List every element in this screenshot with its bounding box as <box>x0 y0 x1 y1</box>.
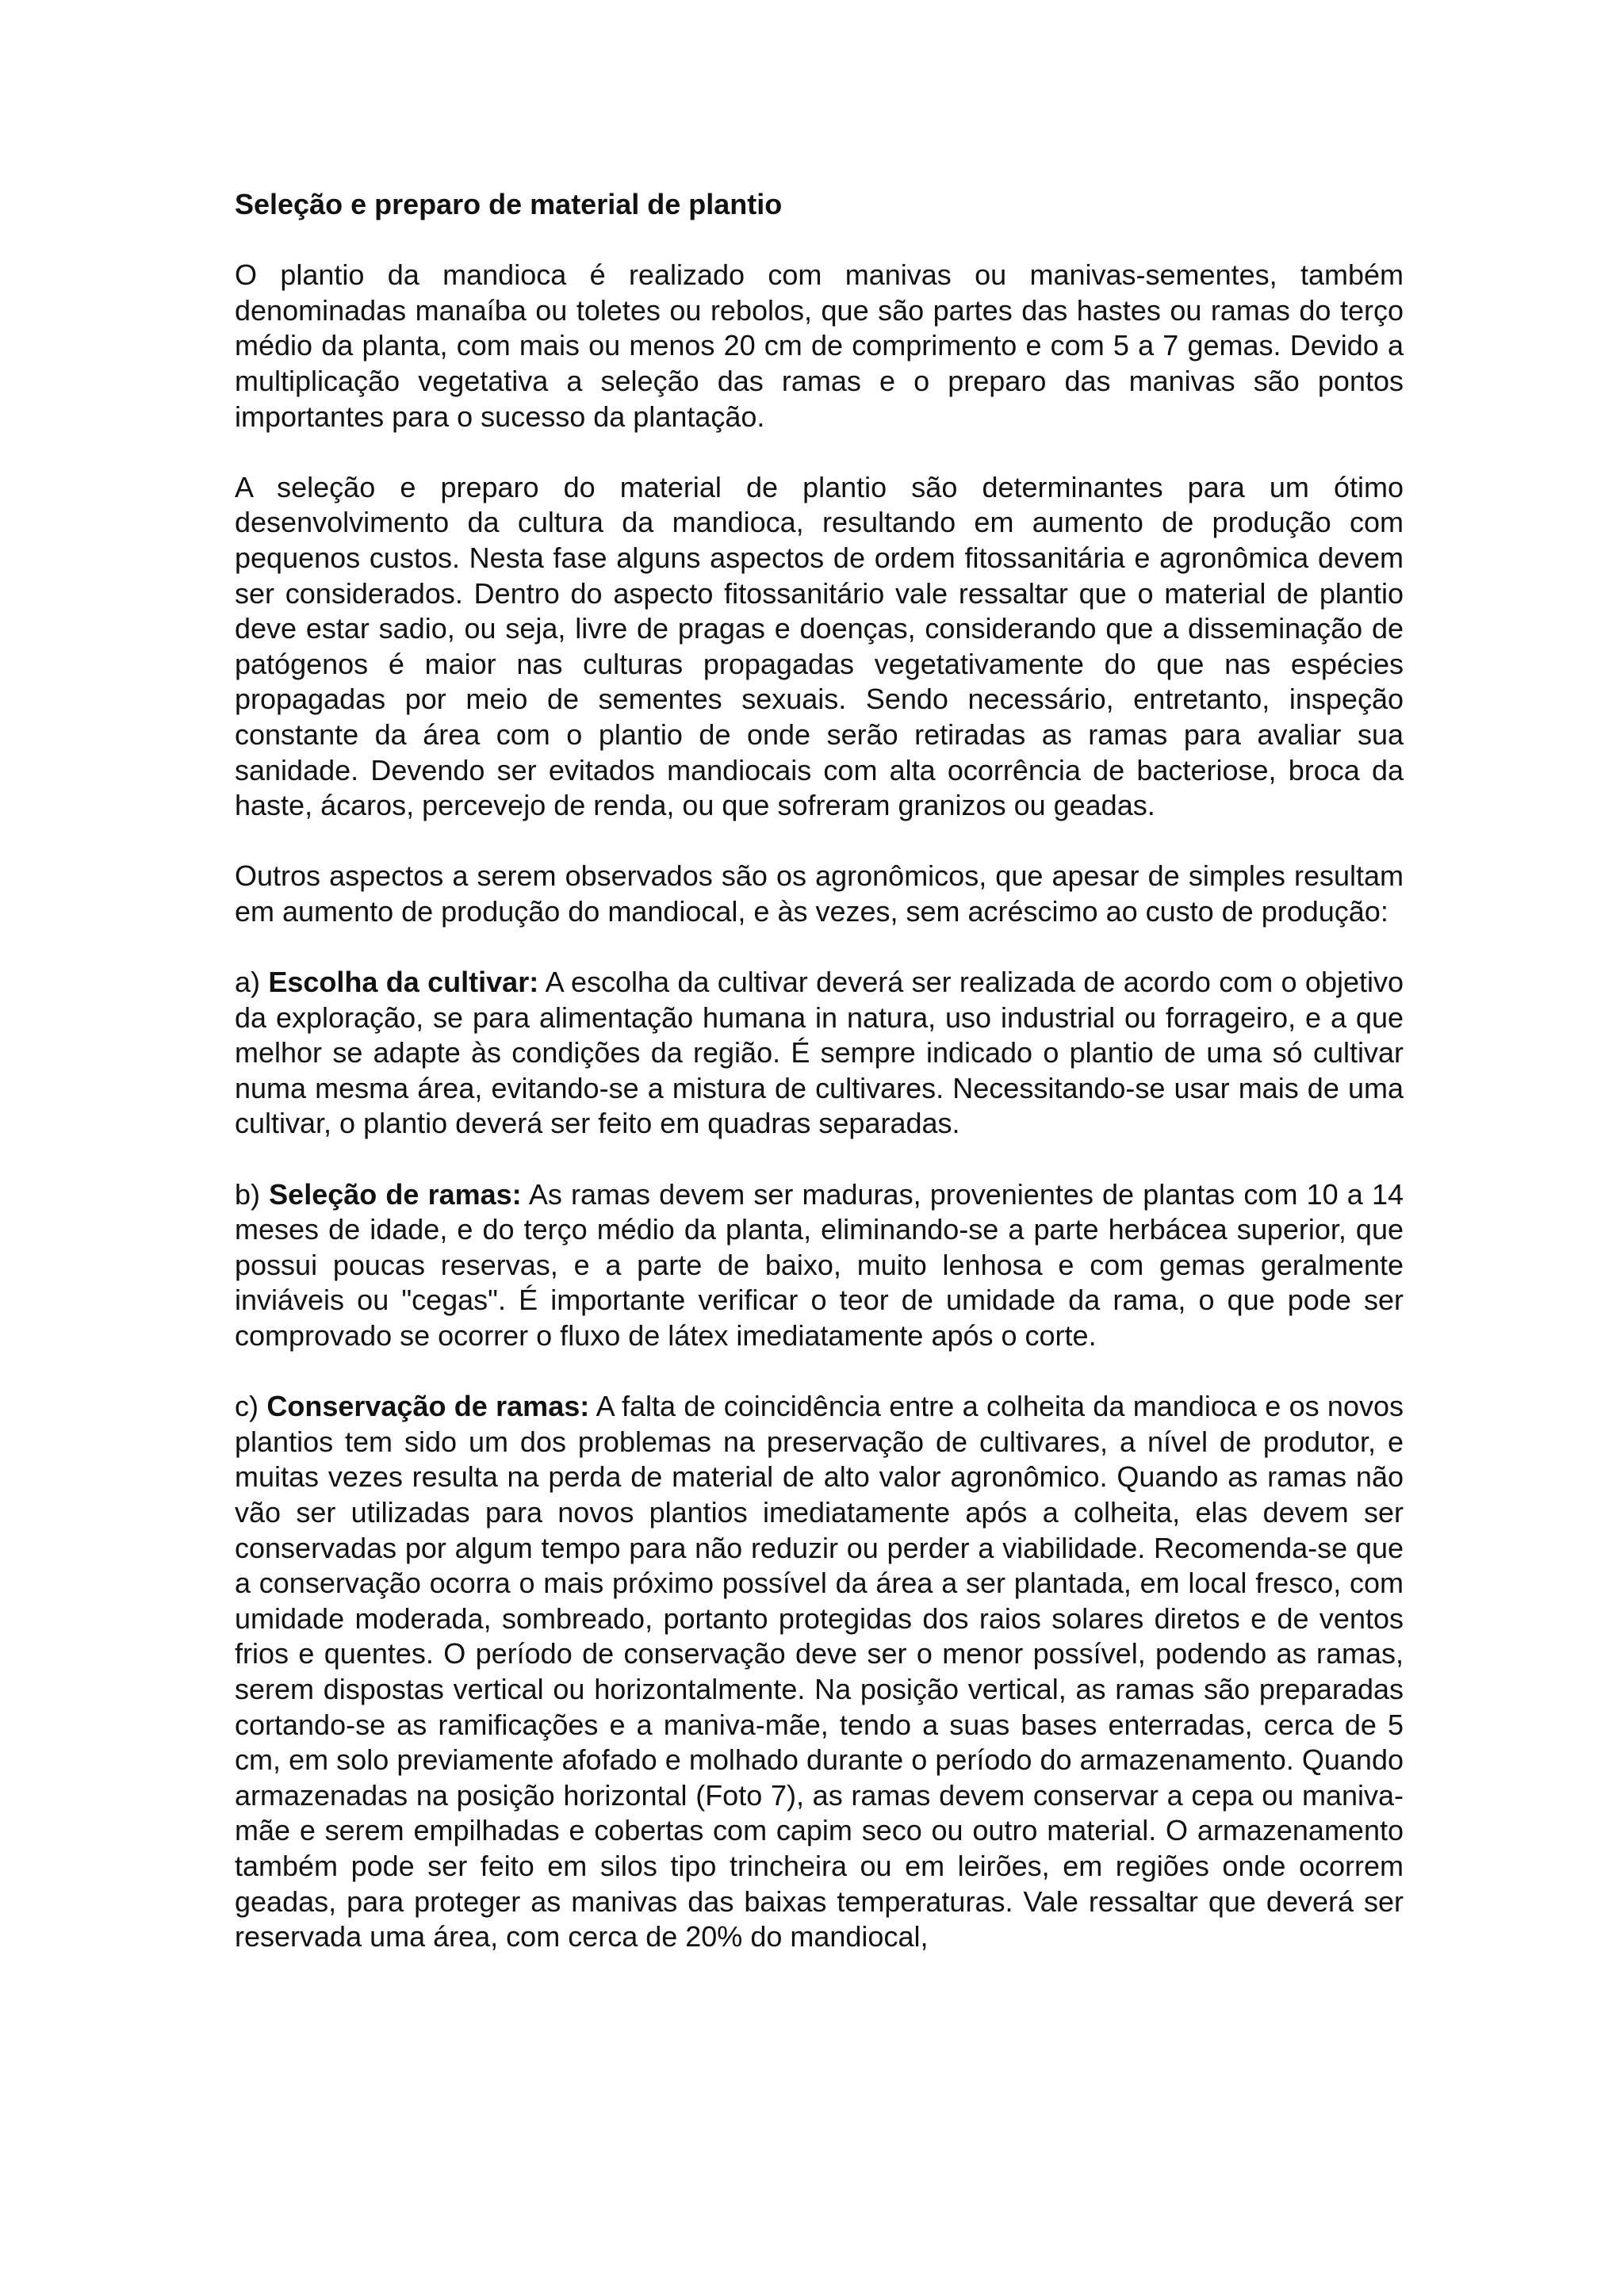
document-title: Seleção e preparo de material de plantio <box>235 188 783 220</box>
paragraph-selection: A seleção e preparo do material de plantio são determinantes para um ótimo desenvolvimento da cultura da mandioca, resultando em aumento de produção com pequenos custos. Nesta fase alguns aspectos de ordem fitossanitária e agronômica devem ser considerados. Dentro do aspecto fitossanitário vale ressaltar que o material de plantio deve estar sadio, ou seja, livre de pragas e doenças, considerando que a disseminação de patógenos é maior nas culturas propagadas vegetativamente do que nas espécies propagadas por meio de sementes sexuais. Sendo necessário, entretanto, inspeção constante da área com o plantio de onde serão retiradas as ramas para avaliar sua sanidade. Devendo ser evitados mandiocais com alta ocorrência de bacteriose, broca da haste, ácaros, percevejo de renda, ou que sofreram granizos ou geadas. <box>235 470 1404 822</box>
item-prefix: c) <box>235 1390 267 1423</box>
item-prefix: a) <box>235 966 269 999</box>
paragraph-intro: O plantio da mandioca é realizado com manivas ou manivas-sementes, também denominadas manaíba ou toletes ou rebolos, que são partes das hastes ou ramas do terço médio da planta, com mais ou menos 20 cm de comprimento e com 5 a 7 gemas. Devido a multiplicação vegetativa a seleção das ramas e o preparo das manivas são pontos importantes para o sucesso da plantação. <box>235 258 1404 433</box>
item-text: A escolha da cultivar deverá ser realizada de acordo com o objetivo da exploração, se para alimentação humana in natura, uso industrial ou forrageiro, e a que melhor se adapte às condições da região. É sempre indicado o plantio de uma só cultivar numa mesma área, evitando-se a mistura de cultivares. Necessitando-se usar mais de uma cultivar, o plantio deverá ser feito em quadras separadas. <box>235 966 1404 1140</box>
item-choice-of-cultivar <box>235 965 1404 1142</box>
item-heading: Seleção de ramas: <box>269 1177 522 1211</box>
item-text: As ramas devem ser maduras, provenientes de plantas com 10 a 14 meses de idade, e do terço médio da planta, eliminando-se a parte herbácea superior, que possui poucas reservas, e a parte de baixo, muito lenhosa e com gemas geralmente inviáveis ou "cegas". É importante verificar o teor de umidade da rama, o que pode ser comprovado se ocorrer o fluxo de látex imediatamente após o corte. <box>235 1177 1404 1352</box>
item-heading: Conservação de ramas: <box>266 1390 590 1423</box>
document-page <box>235 187 1404 1955</box>
item-text: A falta de coincidência entre a colheita da mandioca e os novos plantios tem sido um dos problemas na preservação de cultivares, a nível de produtor, e muitas vezes resulta na perda de material de alto valor agronômico. Quando as ramas não vão ser utilizadas para novos plantios imediatamente após a colheita, elas devem ser conservadas por algum tempo para não reduzir ou perder a viabilidade. Recomenda-se que a conservação ocorra o mais próximo possível da área a ser plantada, em local fresco, com umidade moderada, sombreado, portanto protegidas dos raios solares diretos e de ventos frios e quentes. O período de conservação deve ser o menor possível, podendo as ramas, serem dispostas vertical ou horizontalmente. Na posição vertical, as ramas são preparadas cortando-se as ramificações e a maniva-mãe, tendo a suas bases enterradas, cerca de 5 cm, em solo previamente afofado e molhado durante o período do armazenamento. Quando armazenadas na posição horizontal (Foto 7), as ramas devem conservar a cepa ou maniva-mãe e serem empilhadas e cobertas com capim seco ou outro material. O armazenamento também pode ser feito em silos tipo trincheira ou em leirões, em regiões onde ocorrem geadas, para proteger as manivas das baixas temperaturas. Vale ressaltar que deverá ser reservada uma área, com cerca de 20% do mandiocal, <box>235 1390 1404 1954</box>
item-selection-of-branches <box>235 1177 1404 1354</box>
item-conservation-of-branches <box>235 1389 1404 1955</box>
item-prefix: b) <box>235 1177 270 1211</box>
paragraph-agronomic: Outros aspectos a serem observados são os agronômicos, que apesar de simples resultam em aumento de produção do mandiocal, e às vezes, sem acréscimo ao custo de produção: <box>235 859 1404 928</box>
item-heading: Escolha da cultivar: <box>268 966 539 999</box>
